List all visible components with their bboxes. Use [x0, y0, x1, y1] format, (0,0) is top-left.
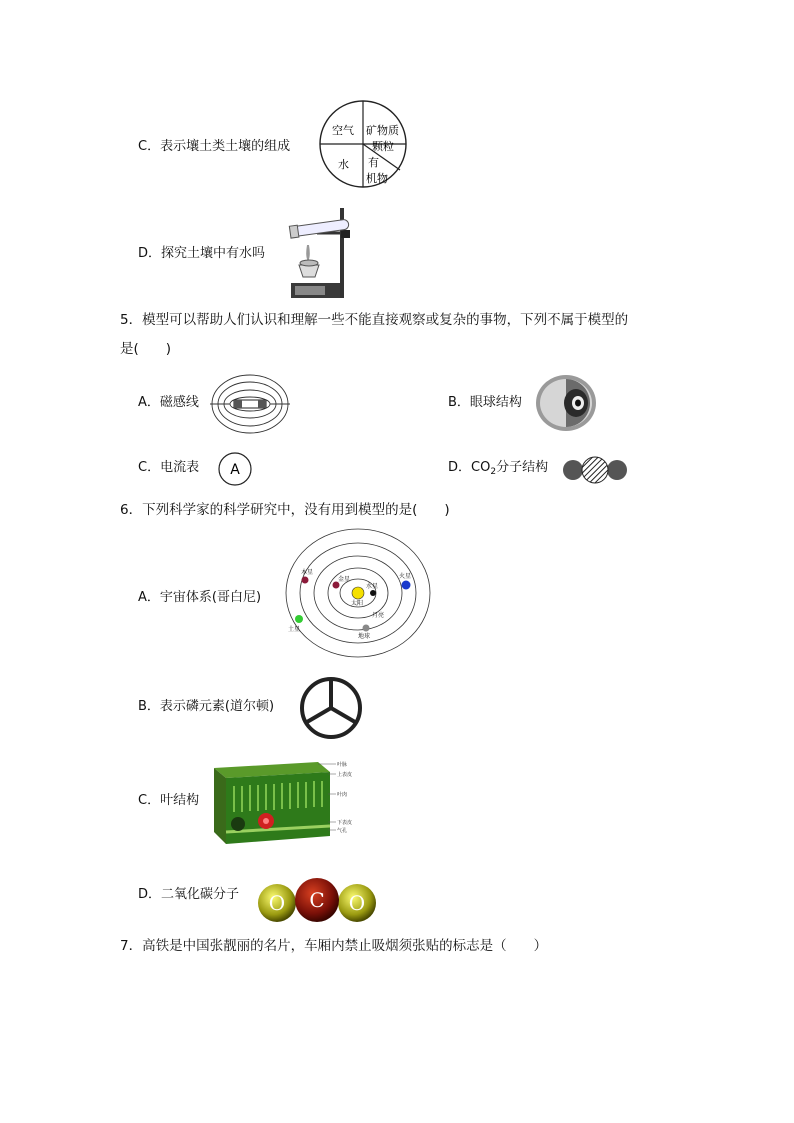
atom-label-o1: O	[268, 891, 286, 915]
q6-option-c: C．叶结构	[138, 793, 200, 808]
ammeter-symbol	[215, 451, 255, 487]
q5-stem-line2: 是( )	[120, 341, 172, 357]
atom-label-c: C	[309, 888, 325, 912]
q5-option-d	[448, 459, 548, 481]
leaf-label-vein: 叶脉	[337, 762, 348, 768]
q6-stem: 6．下列科学家的科学研究中，没有用到模型的是( )	[120, 502, 450, 518]
q5-option-d-subscript: 2	[490, 467, 497, 477]
planet-label-saturn: 土星	[288, 626, 301, 633]
planet-label-earth: 地球	[358, 633, 371, 640]
co2-molecule-model	[560, 455, 630, 485]
q4-option-c: C．表示壤土类土壤的组成	[138, 139, 291, 154]
planet-label-venus: 金星	[338, 576, 351, 583]
co2-molecule-ball-model	[256, 876, 378, 924]
pie-label-organic-1: 有	[368, 156, 379, 169]
planet-label-mercury: 水星	[366, 583, 379, 590]
q6-option-d: D．二氧化碳分子	[138, 887, 240, 902]
q5-option-d-prefix: D．CO	[448, 460, 491, 475]
q5-option-d-suffix: 分子结构	[496, 460, 549, 475]
planet-label-mars: 火星	[399, 573, 412, 580]
pie-label-particle: 颗粒	[372, 140, 394, 153]
test-tube-apparatus-image	[285, 205, 357, 301]
pie-label-water: 水	[338, 158, 349, 171]
pie-label-air: 空气	[332, 124, 354, 137]
magnetic-field-lines-image	[210, 374, 290, 434]
leaf-label-lower-epidermis: 下表皮	[337, 820, 353, 826]
leaf-label-stomata: 气孔	[337, 828, 348, 834]
copernican-system-image	[283, 525, 433, 660]
q7-stem: 7．高铁是中国张靓丽的名片，车厢内禁止吸烟须张贴的标志是（ ）	[120, 938, 548, 954]
q4-option-d: D．探究土壤中有水吗	[138, 246, 266, 261]
atom-label-o2: O	[348, 891, 366, 915]
phosphorus-symbol	[298, 675, 364, 741]
soil-composition-pie	[318, 98, 408, 190]
planet-label-sun: 太阳	[351, 600, 364, 607]
q5-option-c: C．电流表	[138, 460, 200, 475]
pie-label-organic-2: 机物	[366, 172, 388, 185]
eyeball-structure-image	[530, 372, 602, 434]
q6-option-b: B．表示磷元素(道尔顿)	[138, 699, 275, 714]
planet-label-jupiter: 木星	[301, 569, 314, 576]
leaf-structure-image	[208, 758, 358, 853]
ammeter-symbol-letter: A	[230, 462, 240, 478]
planet-label-moon: 月亮	[372, 612, 385, 619]
q5-option-a: A．磁感线	[138, 395, 199, 410]
pie-label-mineral: 矿物质	[366, 124, 399, 137]
q5-option-b: B．眼球结构	[448, 395, 522, 410]
q6-option-a: A．宇宙体系(哥白尼)	[138, 590, 262, 605]
q5-stem-line1: 5．模型可以帮助人们认识和理解一些不能直接观察或复杂的事物，下列不属于模型的	[120, 312, 629, 328]
leaf-label-upper-epidermis: 上表皮	[337, 772, 353, 778]
leaf-label-mesophyll: 叶肉	[337, 792, 348, 798]
